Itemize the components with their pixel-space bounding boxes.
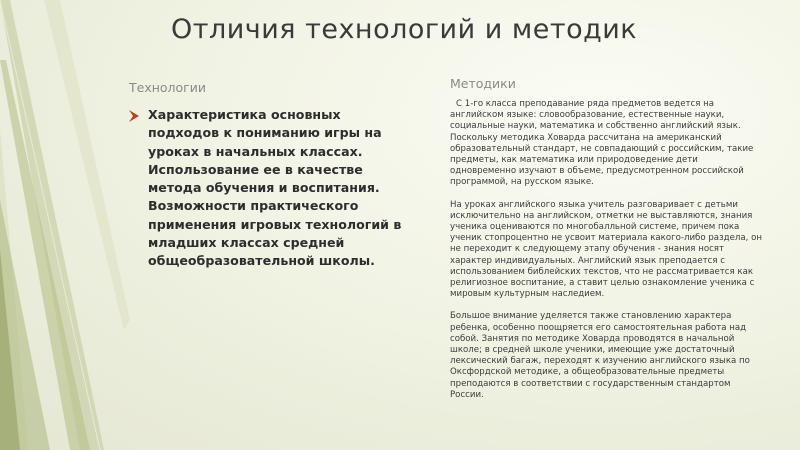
right-paragraph-2: На уроках английского языка учитель разговаривает с детьми исключительно на английском, отметки не выставляются, знания ученика оцениваются по многобалльной системе, причем пока ученик стопроцентно не усвоит материала какого-либо раздела, он не переходит к следующему этапу обучения - знания носят характер индивидуальных. Английский язык преподается с использованием библейских текстов, что не рассматривается как религиозное воспитание, а ставит целью ознакомление ученика с мировым культурным наследием. <box>450 199 762 300</box>
decorative-stripes <box>0 0 130 450</box>
right-column-text <box>450 99 763 412</box>
right-paragraph-1: С 1-го класса преподавание ряда предметов ведется на английском языке: словообразование, естественные науки, социальные науки, математика и собственно английский язык. Поскольку методика Ховарда рассчитана на американский образовательный стандарт, не совпадающий с российским, такие предметы, как математика или природоведение дети одновременно изучают в объеме, предусмотренном российской программой, на русском языке. <box>450 99 754 188</box>
right-column-heading: Методики <box>450 76 516 91</box>
left-bullet-text: Характеристика основных подходов к пониманию игры на уроках в начальных классах. Использование ее в качестве метода обучения и воспитания. Возможности практического применения игровых технологий в младших классах средней общеобразовательной школы. <box>148 107 402 269</box>
slide-title: Отличия технологий и методик <box>171 14 638 45</box>
left-column-heading: Технологии <box>129 80 206 95</box>
right-paragraph-3: Большое внимание уделяется также становлению характера ребенка, особенно поощряется его самостоятельная работа над собой. Занятия по методике Ховарда проводятся в начальной школе; в средней школе ученики, имеющие уже достаточный лексический багаж, переходят к изучению английского языка по Оксфордской методике, а общеобразовательные предметы преподаются в соответствии с государственным стандартом России. <box>450 311 750 400</box>
left-bullet-item <box>128 106 408 271</box>
bullet-arrow-icon <box>128 109 140 123</box>
